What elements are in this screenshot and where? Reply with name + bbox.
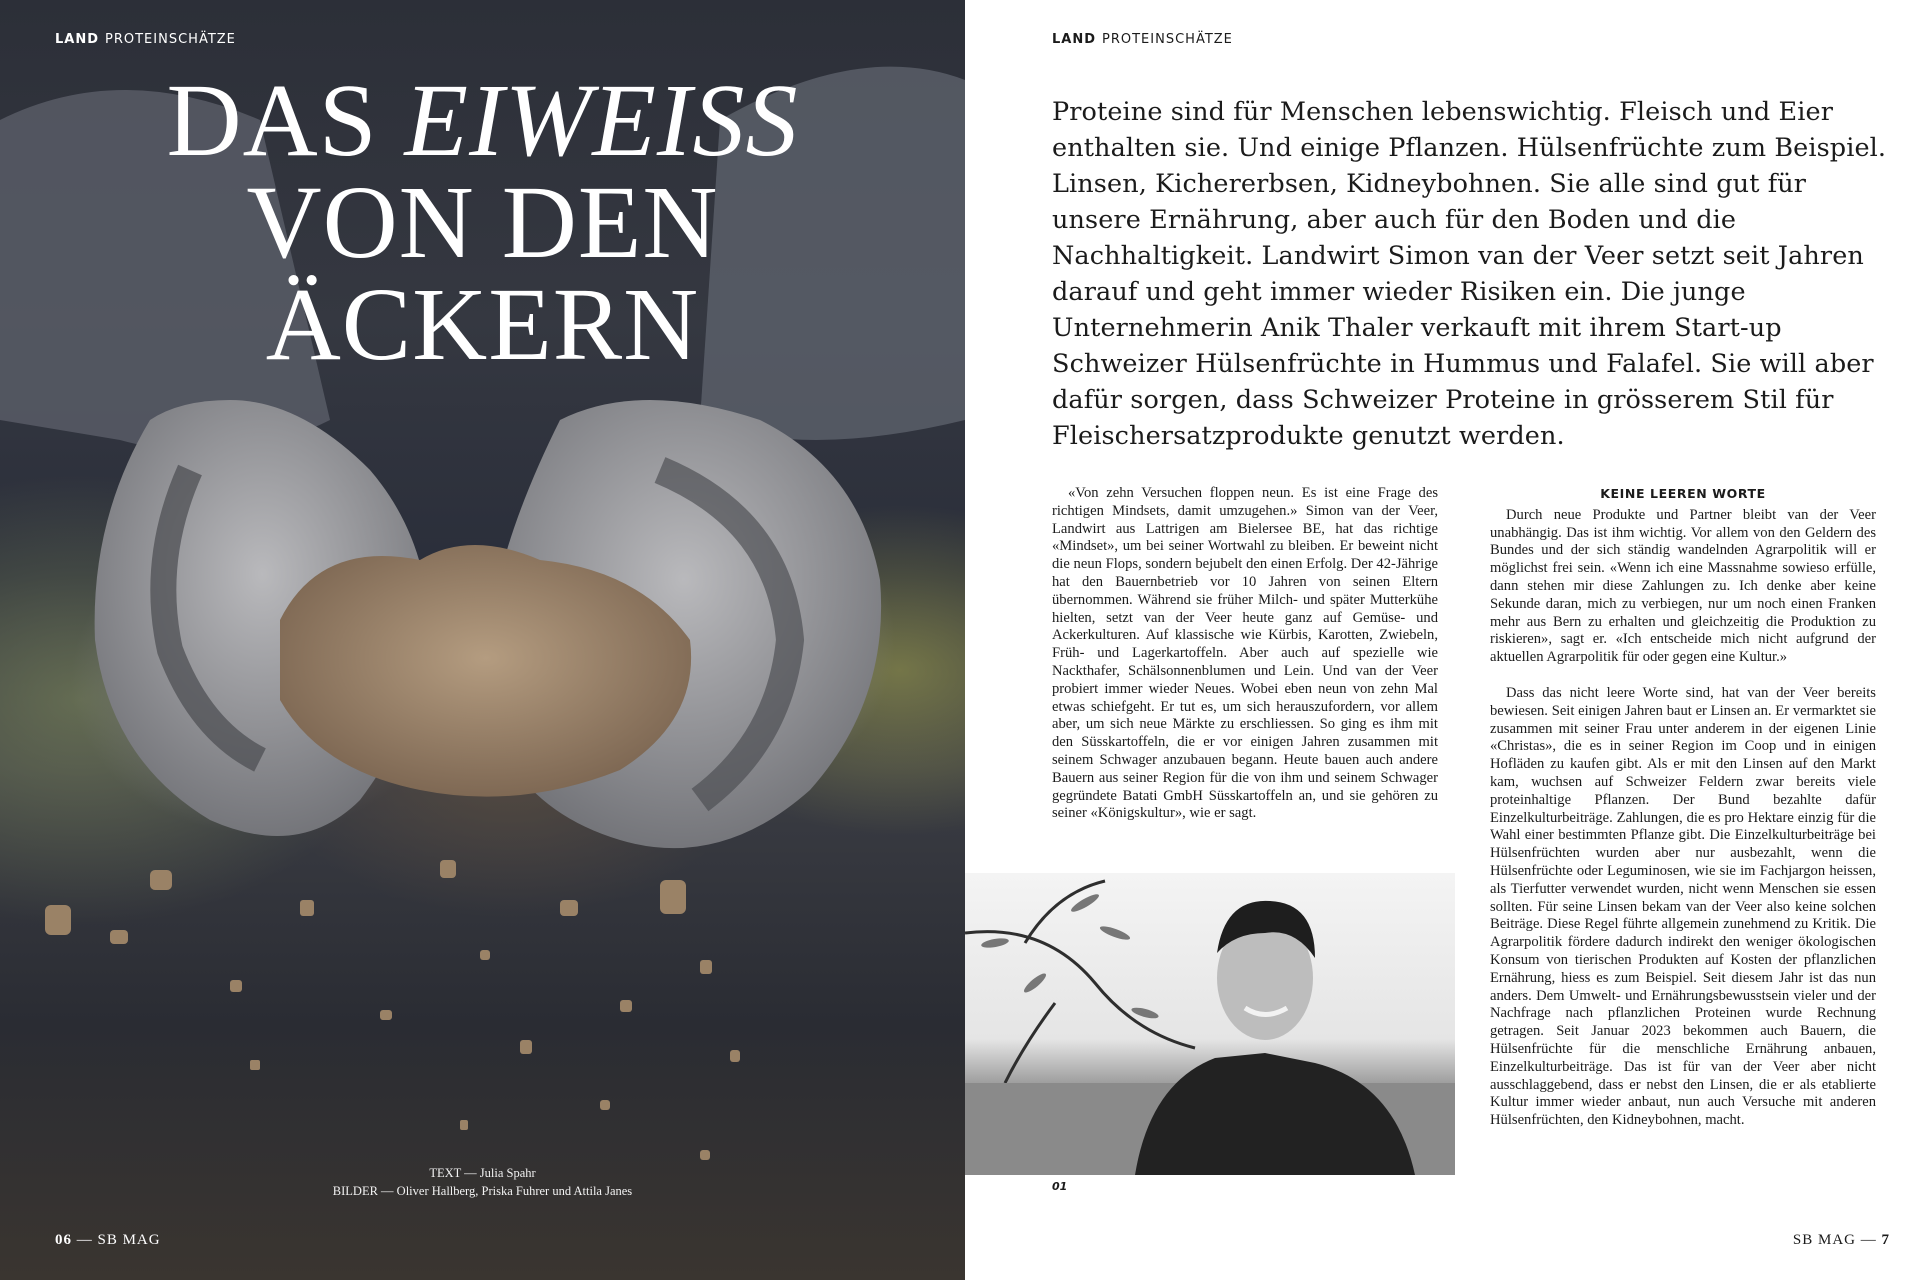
credit-images: BILDER — Oliver Hallberg, Priska Fuhrer und Attila Janes <box>332 1184 633 1198</box>
credits <box>0 1164 965 1200</box>
page-number-left: 06 — SB MAG <box>55 1232 161 1248</box>
farmer-portrait-image <box>965 873 1455 1175</box>
headline-line-3: ÄCKERN <box>265 266 700 382</box>
section-label: LAND <box>55 32 100 47</box>
breadcrumb <box>1052 32 1233 47</box>
body-paragraph: Dass das nicht leere Worte sind, hat van der Veer bereits bewiesen. Seit einigen Jahren baut er Linsen an. Er vermarktet sie zusammen mit seiner Frau unter anderem in der eigenen Linie «Christas», die es in seiner Region im Coop und in einigen Hofläden zu kaufen gibt. Als er mit den Linsen auf den Markt kam, wuchsen auf Schweizer Feldern zwar bereits viele proteinhaltige Pflanzen. Der Bund bezahlte dafür Einzelkulturbeiträge. Zahlungen, die es pro Hektare einzig für die Wahl einer bestimmten Pflanze gibt. Die Einzelkulturbeiträge bei Hülsenfrüchten wurden aber nur ausbezahlt, wenn die Hülsenfrüchte oder Leguminosen, wie sie im Fachjargon heissen, als Tierfutter verwendet wurden, nicht wenn Menschen sie essen sollten. Für seine Linsen bekam van der Veer also keine solchen Beiträge. Diese Regel führte allgemein zunehmend zu Kritik. Die Agrarpolitik fördere dadurch indirekt den weniger ökologischen Konsum von tierischen Produkten auf Kosten der pflanzlichen Ernährung, hiess es zum Beispiel. Seit diesem Jahr ist das nun anders. Dem Umwelt- und Ernährungsbewusstsein vieler und der Nachfrage nach pflanzlichen Proteinen wurde Rechnung getragen. Seit Januar 2023 bekommen auch Bauern, die Hülsenfrüchte für die menschliche Ernährung anbauen, Einzelkulturbeiträge. Das ist für van der Veer aber nicht ausschlaggebend, dass er nebst den Linsen, die er als etablierte Kultur immer wieder anbaut, nun auch Versuche mit anderen Hülsenfrüchten, den Kidneybohnen, macht. <box>1490 684 1876 1129</box>
headline-line-2: VON DEN <box>246 164 719 280</box>
body-paragraph: «Von zehn Versuchen floppen neun. Es ist eine Frage des richtigen Mindsets, damit umzugehen.» Simon van der Veer, Landwirt aus Lattrigen am Bielersee BE, hat das richtige «Mindset», um bei seiner Wortwahl zu bleiben. Er beweint nicht die neun Flops, sondern bejubelt den einen Erfolg. Der 42-Jährige hat den Bauernbetrieb vor 10 Jahren von seinen Eltern übernommen. Während sie früher Milch- und später Mutterkühe hielten, setzt van der Veer heute ganz auf Gemüse- und Ackerkulturen. Auf klassische wie Kürbis, Karotten, Zwiebeln, Früh- und Lagerkartoffeln. Aber auch auf spezielle wie Nackthafer, Schälsonnenblumen und Lein. Und van der Veer probiert immer wieder Neues. Wobei eben neun von zehn Mal etwas schiefgeht. Er tut es, um sich herauszufordern, vor allem aber, um sich neue Märkte zu erschliessen. So ging es ihm mit den Süsskartoffeln, die er vor einigen Jahren zusammen mit seinem Schwager anzubauen begann. Heute bauen auch andere Bauern aus seiner Region für die von ihm und seinem Schwager gegründete Batati GmbH Süsskartoffeln an, und sie gehören zu seiner «Königskultur», wie er sagt. <box>1052 485 1438 822</box>
credit-text: TEXT — Julia Spahr <box>429 1166 536 1180</box>
headline-line-1: DAS EIWEISS <box>166 63 799 178</box>
right-page <box>965 0 1920 1280</box>
photo-caption-number: 01 <box>1052 1180 1068 1193</box>
lead-paragraph: Proteine sind für Menschen lebenswichtig. Fleisch und Eier enthalten sie. Und einige Pflanzen. Hülsenfrüchte zum Beispiel. Linsen, Kichererbsen, Kidneybohnen. Sie alle sind gut für unsere Ernährung, aber auch für den Boden und die Nachhaltigkeit. Landwirt Simon van der Veer setzt seit Jahren darauf und geht immer wieder Risiken ein. Die junge Unternehmerin Anik Thaler verkauft mit ihrem Start-up Schweizer Hülsenfrüchte in Hummus und Falafel. Sie will aber dafür sorgen, dass Schweizer Proteine in grösserem Stil für Fleischersatzprodukte genutzt werden. <box>1052 97 1887 451</box>
column-1 <box>1052 485 1438 823</box>
topic-label: PROTEINSCHÄTZE <box>1102 32 1233 47</box>
breadcrumb <box>55 32 236 47</box>
topic-label: PROTEINSCHÄTZE <box>105 32 236 47</box>
page-title <box>0 63 965 382</box>
column-2 <box>1490 485 1876 1130</box>
section-heading: KEINE LEEREN WORTE <box>1600 486 1766 501</box>
portrait-photo <box>965 873 1455 1175</box>
section-label: LAND <box>1052 32 1097 47</box>
body-paragraph: Durch neue Produkte und Partner bleibt van der Veer unabhängig. Das ist ihm wichtig. Vor allem von den Geldern des Bundes und der sich ständig wandelnden Agrarpolitik will er möglichst frei sein. «Wenn ich eine Massnahme sowieso erfülle, dann stehen mir diese Zahlungen zu. Ich denke aber keine Sekunde daran, mich zu verbiegen, nur um noch einen Franken mehr aus Bern zu erhalten und gleichzeitig die Produktion zu riskieren», sagt er. «Ich entscheide mich nicht aufgrund der aktuellen Agrarpolitik für oder gegen eine Kultur.» <box>1490 506 1876 666</box>
page-number-right: SB MAG — 7 <box>1792 1232 1890 1248</box>
